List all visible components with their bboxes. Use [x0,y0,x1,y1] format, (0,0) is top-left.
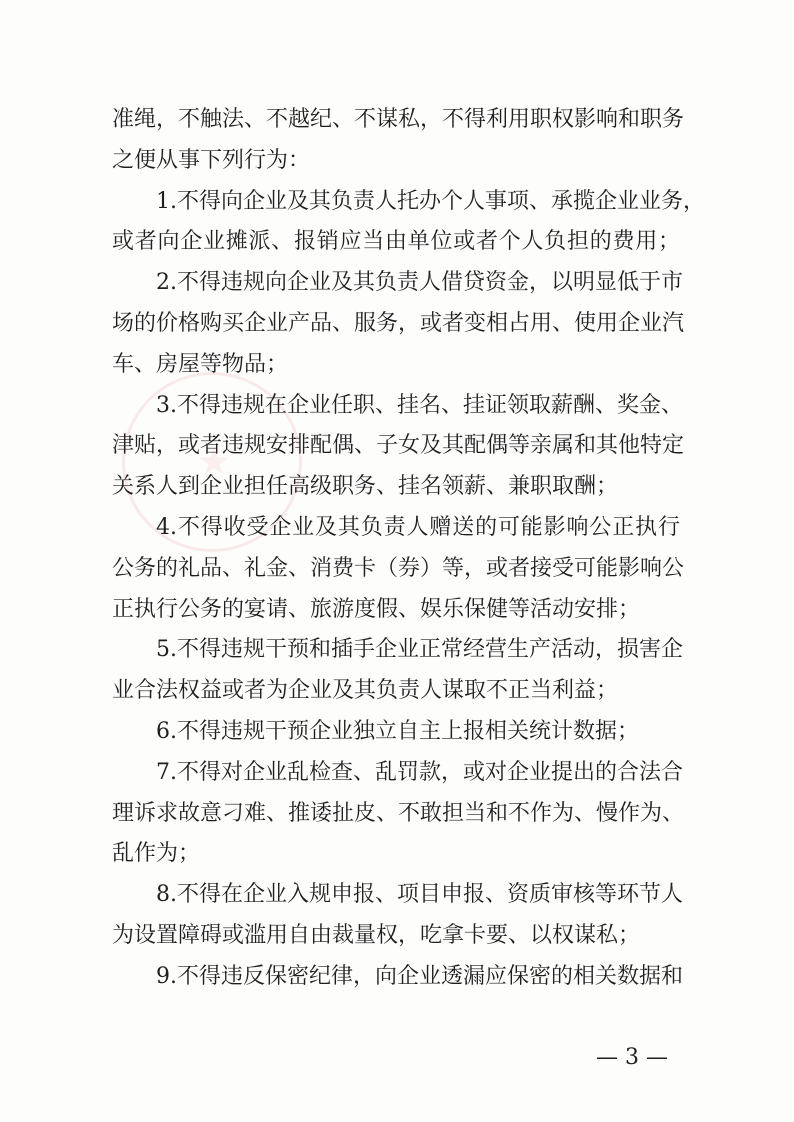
page-number: — 3 — [596,1045,668,1070]
text-line: 乱作为； [112,841,201,867]
text-line: 为设置障碍或滥用自由裁量权，吃拿卡要、以权谋私； [112,922,641,948]
text-line: 正执行公务的宴请、旅游度假、娱乐保健等活动安排； [112,596,641,622]
text-line: 2.不得违规向企业及其负责人借贷资金，以明显低于市 [156,270,683,296]
text-line: 理诉求故意刁难、推诿扯皮、不敢担当和不作为、慢作为、 [112,800,685,826]
text-line: 4.不得收受企业及其负责人赠送的可能影响公正执行 [156,514,680,540]
text-line: 9.不得违反保密纪律，向企业透漏应保密的相关数据和 [156,963,683,989]
text-line: 7.不得对企业乱检查、乱罚款，或对企业提出的合法合 [156,759,683,785]
text-line: 业合法权益或者为企业及其负责人谋取不正当利益； [112,678,619,704]
text-line: 关系人到企业担任高级职务、挂名领薪、兼职取酬； [112,474,619,500]
text-line: 6.不得违规干预企业独立自主上报相关统计数据； [156,718,639,744]
text-line: 准绳，不触法、不越纪、不谋私，不得利用职权影响和职务 [112,107,685,132]
text-line: 之便从事下列行为： [112,147,311,173]
text-line: 5.不得违规干预和插手企业正常经营生产活动，损害企 [156,637,683,663]
text-line: 公务的礼品、礼金、消费卡（券）等，或者接受可能影响公 [112,555,685,581]
text-line: 津贴，或者违规安排配偶、子女及其配偶等亲属和其他特定 [112,433,685,459]
text-line: 场的价格购买企业产品、服务，或者变相占用、使用企业汽 [112,310,685,336]
text-line: 1.不得向企业及其负责人托办个人事项、承揽企业业务， [156,188,705,214]
text-line: 8.不得在企业入规申报、项目申报、资质审核等环节人 [156,882,683,908]
text-line: 3.不得违规在企业任职、挂名、挂证领取薪酬、奖金、 [156,392,683,418]
text-line: 车、房屋等物品； [112,351,289,377]
text-line: 或者向企业摊派、报销应当由单位或者个人负担的费用； [112,229,680,255]
document-body [112,100,705,998]
